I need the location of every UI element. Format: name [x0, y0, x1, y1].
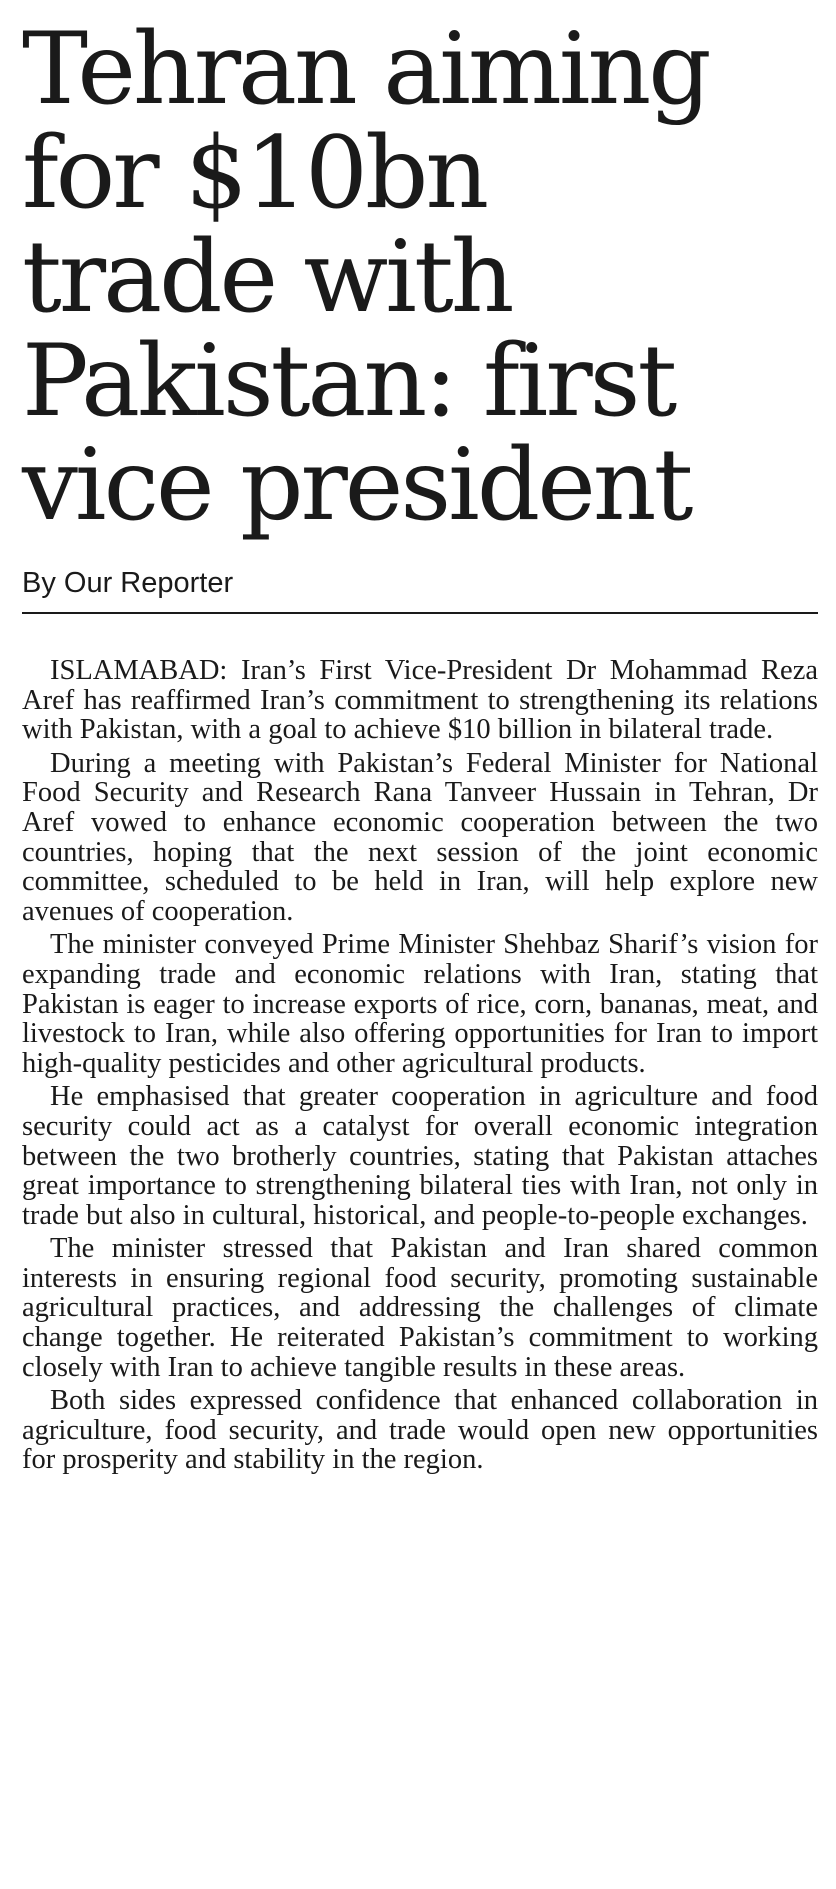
paragraph: The minister stressed that Pakistan and Iran shared common interests in ensuring regional food security, promoting sustainable agricultural practices, and addressing the challenges of climate change together. He reiterated Pakistan’s commitment to working closely with Iran to achieve tangible results in these areas.: [22, 1233, 818, 1383]
article-body: [22, 656, 818, 1475]
paragraph: The minister conveyed Prime Minister Shehbaz Sharif’s vision for expanding trade and economic relations with Iran, stating that Pakistan is eager to increase exports of rice, corn, bananas, meat, and livestock to Iran, while also offering opportunities for Iran to import high-quality pesticides and other agricultural products.: [22, 929, 818, 1079]
headline: [22, 12, 818, 543]
headline-line: Pakistan: first: [22, 324, 675, 439]
paragraph: ISLAMABAD: Iran’s First Vice-President Dr Mohammad Reza Aref has reaffirmed Iran’s commitment to strengthening its relations with Pakistan, with a goal to achieve $10 billion in bilateral trade.: [22, 655, 818, 746]
paragraph: Both sides expressed confidence that enhanced collaboration in agriculture, food security, and trade would open new opportunities for prosperity and stability in the region.: [22, 1385, 818, 1476]
headline-line: for $10bn: [22, 116, 487, 231]
headline-line: Tehran aiming: [22, 12, 709, 127]
news-article: [22, 12, 818, 1479]
paragraph: During a meeting with Pakistan’s Federal Minister for National Food Security and Research Rana Tanveer Hussain in Tehran, Dr Aref vowed to enhance economic cooperation between the two countries, hoping that the next session of the joint economic committee, scheduled to be held in Iran, will help explore new avenues of cooperation.: [22, 747, 818, 927]
headline-line: vice president: [22, 428, 691, 543]
byline: By Our Reporter: [22, 566, 818, 614]
paragraph: He emphasised that greater cooperation in agriculture and food security could act as a catalyst for overall economic integration between the two brotherly countries, stating that Pakistan attaches great importance to strengthening bilateral ties with Iran, not only in trade but also in cultural, historical, and people-to-people exchanges.: [22, 1081, 818, 1231]
headline-line: trade with: [22, 220, 512, 335]
